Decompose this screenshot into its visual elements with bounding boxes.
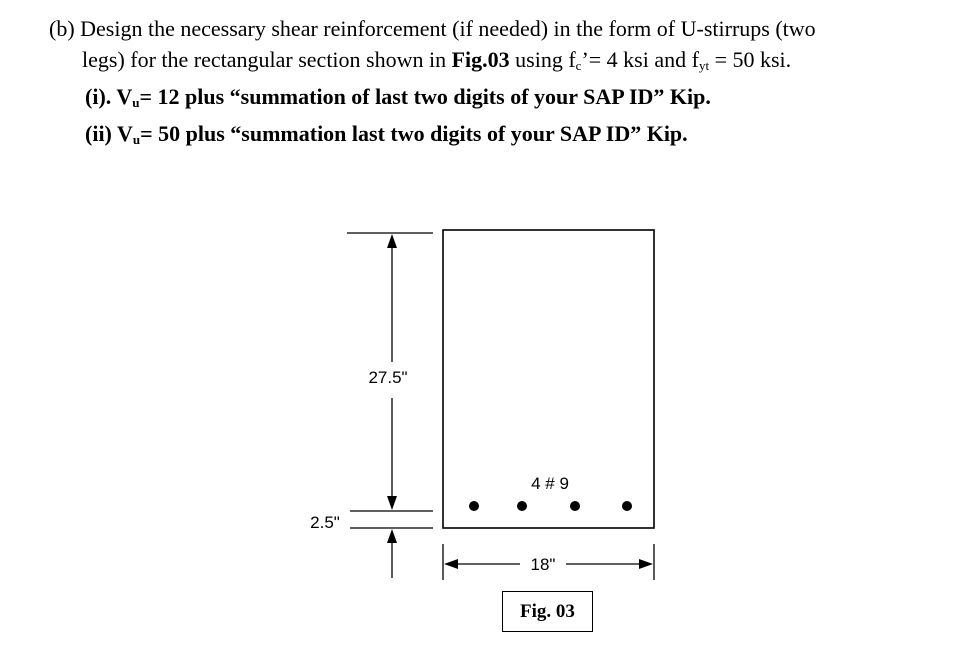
fc-subscript: c [575, 58, 582, 73]
depth-arrow-bottom [387, 496, 397, 510]
case-i-label: (i). V [85, 84, 133, 109]
case-ii-subscript: u [132, 132, 141, 147]
case-ii-text: = 50 plus “summation last two digits of your SAP ID” Kip. [140, 121, 688, 146]
case-i-text: = 12 plus “summation of last two digits of your SAP ID” Kip. [139, 84, 711, 109]
fyt-subscript: yt [698, 58, 710, 73]
cover-label: 2.5" [310, 513, 340, 532]
question-line-2-using: using f [509, 47, 576, 72]
question-line-2-start: legs) for the rectangular section shown in [82, 47, 452, 72]
cover-arrow [387, 529, 397, 543]
question-line-2-fc: ’= 4 ksi and f [581, 47, 699, 72]
width-label: 18" [530, 555, 556, 574]
figure-caption: Fig. 03 [502, 591, 593, 632]
rebar [469, 501, 479, 511]
rebar [570, 501, 580, 511]
question-line-2-end: = 50 ksi. [709, 47, 792, 72]
rebar-label: 4 # 9 [531, 474, 569, 493]
rebar [517, 501, 527, 511]
question-line-1: (b) Design the necessary shear reinforcement (if needed) in the form of U-stirrups (two [49, 16, 816, 41]
width-arrow-left [444, 559, 458, 569]
case-i-subscript: u [132, 95, 140, 110]
depth-arrow-top [387, 234, 397, 248]
depth-label: 27.5" [368, 368, 408, 387]
rebar [622, 501, 632, 511]
case-ii-label: (ii) V [85, 121, 133, 146]
figure-reference: Fig.03 [451, 47, 510, 72]
width-arrow-right [639, 559, 653, 569]
